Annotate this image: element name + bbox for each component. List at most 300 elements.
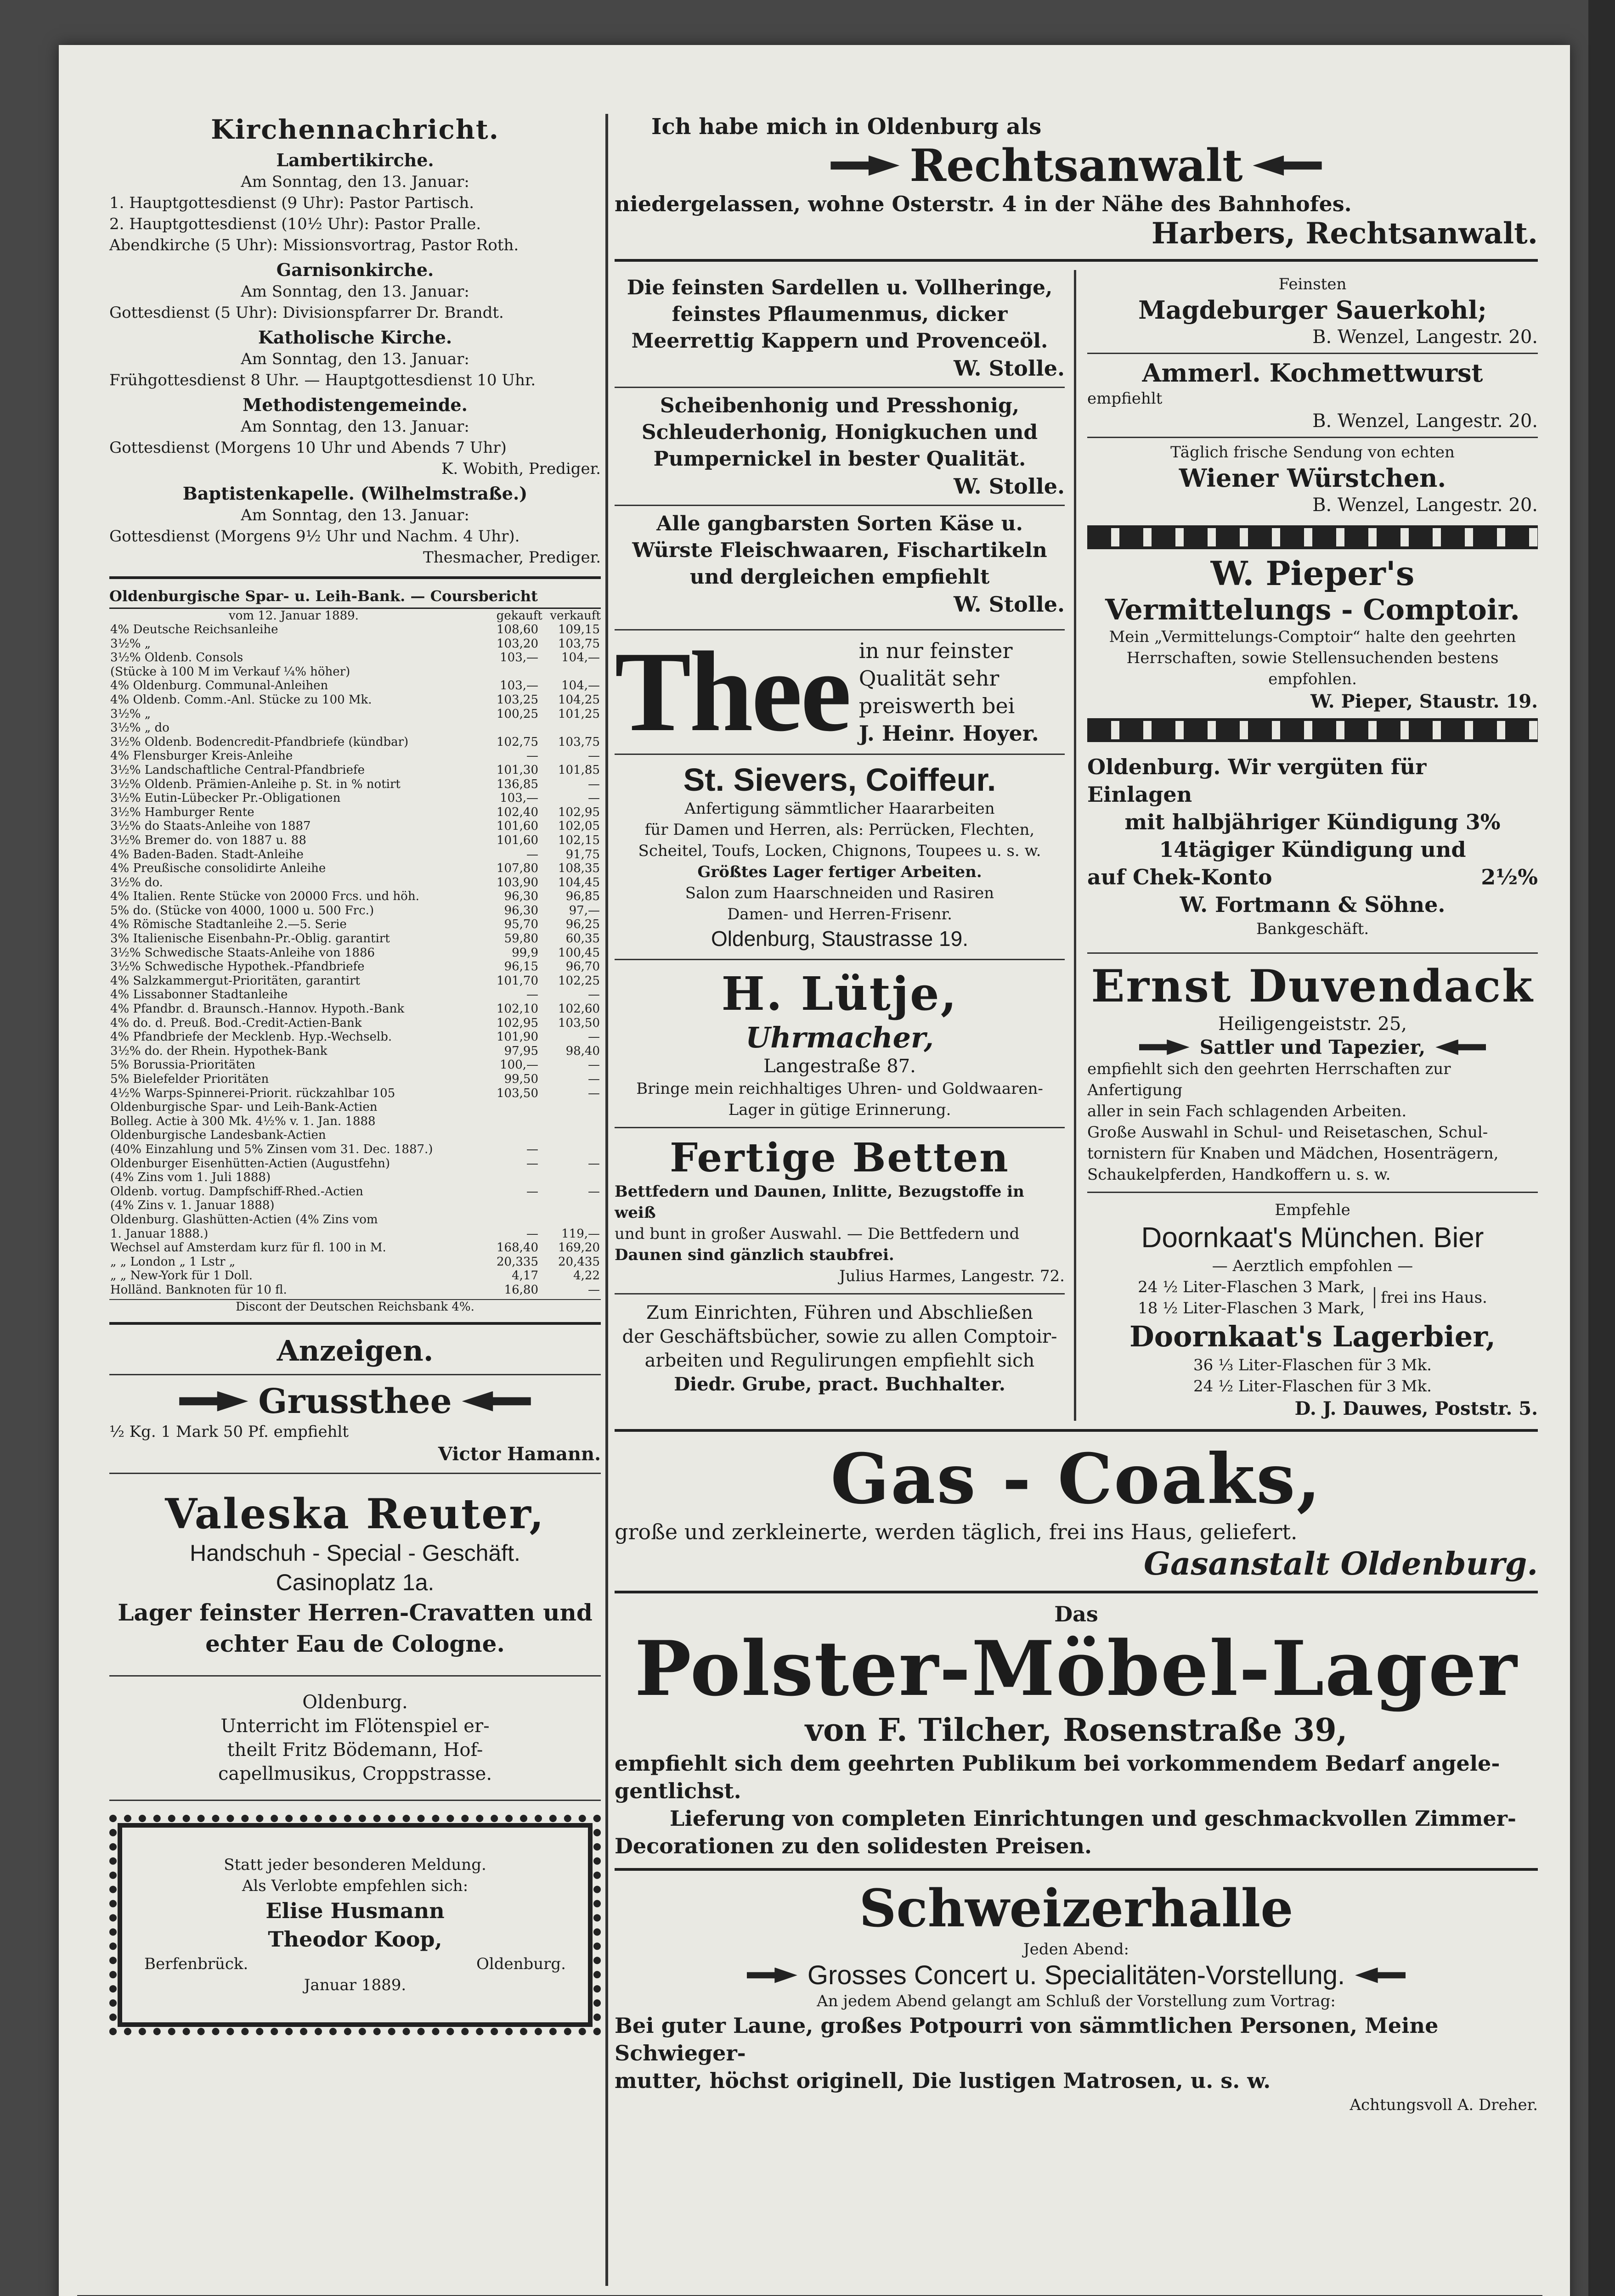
bank-bought: 168,40 [497, 1241, 538, 1255]
bank-security: 3½% Oldenb. Consols [110, 651, 243, 665]
duvendack-l2: Sattler und Tapezier, [1199, 1036, 1426, 1058]
bank-sold: 20,435 [558, 1255, 600, 1269]
bank-row [109, 721, 601, 735]
thee-word: Thee [615, 628, 850, 755]
bank-row [109, 988, 601, 1002]
sievers-l3: Scheitel, Toufs, Locken, Chignons, Toupees u. s. w. [638, 842, 1041, 860]
grussthee-sign: Victor Hamann. [438, 1443, 601, 1465]
bank-bought: — [526, 1184, 538, 1199]
bank-security: 4% Preußische consolidirte Anleihe [110, 861, 326, 876]
polster-l4: Decorationen zu den solidesten Preisen. [615, 1834, 1092, 1858]
bank-row [109, 960, 601, 974]
bank-row [109, 889, 601, 904]
bank-sold: 100,45 [558, 945, 600, 960]
bank-bought: 97,95 [504, 1044, 538, 1058]
duvendack-l1: Heiligengeiststr. 25, [1218, 1013, 1407, 1035]
gascoaks-sign: Gasanstalt Oldenburg. [1144, 1546, 1538, 1582]
bank-sold: 98,40 [565, 1044, 600, 1058]
bank-row [109, 1030, 601, 1044]
verlobung-l1: Statt jeder besonderen Meldung. [224, 1855, 486, 1874]
polster-das: Das [1054, 1602, 1098, 1626]
thee-l2: Qualität sehr [858, 666, 999, 691]
verlobung-l2: Als Verlobte empfehlen sich: [242, 1876, 469, 1895]
bank-security: 4% Baden-Baden. Stadt-Anleihe [110, 847, 304, 861]
bank-sold: 104,45 [558, 875, 600, 889]
bank-sold: — [588, 1283, 600, 1297]
fortmann-l4: 14tägiger Kündigung und [1159, 837, 1466, 862]
bank-row [109, 1283, 601, 1297]
bank-bought [478, 1128, 539, 1142]
ra-l2: niedergelassen, wohne Osterstr. 4 in der Nähe des Bahnhofes. [615, 191, 1352, 216]
verlobung-place1: Berfenbrück. [144, 1954, 248, 1973]
church-line: 1. Hauptgottesdienst (9 Uhr): Pastor Partisch. [109, 194, 474, 212]
luetje-l2: Bringe mein reichhaltiges Uhren- und Goldwaaren- [636, 1080, 1043, 1098]
bank-sold: 102,60 [558, 1002, 600, 1016]
bank-security: Oldenburgische Landesbank-Actien [110, 1128, 326, 1142]
wenzel-text: Wiener Würstchen. [1179, 463, 1446, 493]
bank-bought: 96,15 [504, 960, 538, 974]
pointing-hand-icon [747, 1968, 797, 1983]
bank-sold: 97,— [569, 903, 600, 917]
bank-security: 4% Italien. Rente Stücke von 20000 Frcs. und höh. [110, 889, 419, 904]
duvendack-l5: Große Auswahl in Schul- und Reisetaschen, Schul- [1087, 1123, 1488, 1142]
bank-row [109, 848, 601, 862]
bank-bought: 99,50 [504, 1072, 538, 1086]
bank-security: (4% Zins v. 1. Januar 1888) [110, 1199, 275, 1213]
bank-security: 4% Oldenb. Comm.-Anl. Stücke zu 100 Mk. [110, 692, 372, 707]
ad-pieper [1087, 554, 1538, 714]
bank-sold: — [588, 1058, 600, 1072]
doornkaat-l4: 36 ⅓ Liter-Flaschen für 3 Mk. [1193, 1356, 1432, 1374]
bank-security: 3½% Bremer do. von 1887 u. 88 [110, 833, 306, 847]
bank-bought: 102,40 [497, 805, 538, 819]
bank-row [109, 1213, 601, 1227]
grussthee-title: Grussthee [258, 1381, 452, 1421]
betten-l2: und bunt in großer Auswahl. — Die Bettfedern und [615, 1225, 1020, 1243]
bank-sold: 109,15 [558, 623, 600, 636]
bank-row [109, 1241, 601, 1255]
stolle-text: Scheibenhonig und Presshonig, Schleuderhonig, Honigkuchen und Pumpernickel in bester Qualität. [641, 394, 1038, 471]
doornkaat-l0: Empfehle [1275, 1201, 1350, 1219]
church-line: Frühgottesdienst 8 Uhr. — Hauptgottesdienst 10 Uhr. [109, 371, 536, 389]
bank-bought: — [526, 988, 538, 1002]
ad-stolle [615, 387, 1065, 505]
bank-row [109, 1255, 601, 1269]
bank-security: 4% Salzkammergut-Prioritäten, garantirt [110, 974, 360, 988]
fortmann-l2: Einlagen [1087, 782, 1192, 807]
church-title: Kirchennachricht. [211, 114, 499, 145]
stolle-text: Alle gangbarsten Sorten Käse u. Würste Fleischwaaren, Fischartikeln und dergleichen empfiehlt [632, 512, 1047, 589]
bank-bought: — [526, 1227, 538, 1241]
bank-row [109, 861, 601, 876]
fortmann-l5: auf Chek-Konto [1087, 865, 1272, 889]
bank-sold: 60,35 [565, 932, 600, 946]
pieper-sign: W. Pieper, Staustr. 19. [1310, 691, 1538, 712]
bank-security: 3½% „ [110, 707, 151, 721]
bank-row [109, 1072, 601, 1086]
ad-reuter [109, 1480, 601, 1669]
reuter-l3: Lager feinster Herren-Cravatten und [118, 1598, 593, 1626]
pointing-hand-icon [1253, 156, 1322, 176]
schweizer-l4: mutter, höchst originell, Die lustigen Matrosen, u. s. w. [615, 2068, 1271, 2093]
bank-sold: 96,85 [565, 889, 600, 904]
bank-course-report [109, 587, 601, 1314]
verlobung-date: Januar 1889. [304, 1975, 407, 1994]
sievers-l4: Größtes Lager fertiger Arbeiten. [697, 863, 982, 881]
bank-bought: 103,50 [497, 1086, 538, 1100]
ad-verlobung [109, 1815, 601, 2035]
polster-l2: gentlichst. [615, 1778, 741, 1803]
church-line: Gottesdienst (5 Uhr): Divisionspfarrer Dr. Brandt. [109, 304, 504, 322]
bank-row [109, 735, 601, 749]
gascoaks-l1: große und zerkleinerte, werden täglich, frei ins Haus, geliefert. [615, 1519, 1298, 1544]
bank-row [109, 707, 601, 721]
bank-security: (Stücke à 100 M im Verkauf ¼% höher) [110, 664, 350, 679]
bank-security: 3½% Hamburger Rente [110, 805, 254, 819]
bank-row [109, 1171, 601, 1185]
bank-sold: 169,20 [558, 1241, 600, 1255]
stolle-sign: W. Stolle. [954, 356, 1065, 381]
newspaper-page [59, 45, 1570, 2296]
bank-security: 3½% Landschaftliche Central-Pfandbriefe [110, 763, 365, 777]
bank-sold: 101,25 [558, 707, 600, 721]
bank-sold [539, 1199, 601, 1213]
fortmann-rate: 2½% [1481, 865, 1538, 889]
bank-sold: — [588, 749, 600, 763]
doornkaat-side: frei ins Haus. [1374, 1287, 1487, 1308]
bank-bought [478, 1171, 539, 1185]
bank-row [109, 917, 601, 932]
bank-security: 5% do. (Stücke von 4000, 1000 u. 500 Frc.) [110, 903, 374, 917]
bank-security: 3½% Eutin-Lübecker Pr.-Obligationen [110, 791, 341, 805]
two-column-ads [615, 270, 1538, 1421]
bank-sold: — [588, 777, 600, 791]
grube-l2: der Geschäftsbücher, sowie zu allen Comptoir- [622, 1326, 1057, 1347]
bank-date: vom 12. Januar 1889. [229, 609, 359, 623]
ad-wenzel [1087, 353, 1538, 437]
divider [109, 1322, 601, 1325]
verlobung-name2: Theodor Koop, [268, 1926, 442, 1952]
church-section-head: Katholische Kirche. [258, 327, 452, 348]
bank-sold: — [588, 1072, 600, 1086]
bank-bought [478, 665, 539, 679]
bank-sold [539, 1128, 601, 1142]
church-line: Am Sonntag, den 13. Januar: [241, 173, 469, 191]
wenzel-head: Täglich frische Sendung von echten [1170, 443, 1455, 461]
bank-row [109, 1199, 601, 1213]
ra-sign: Harbers, Rechtsanwalt. [1151, 216, 1538, 251]
church-notices [109, 114, 601, 568]
bank-row [109, 904, 601, 918]
bank-security: 3½% do Staats-Anleihe von 1887 [110, 819, 311, 833]
bank-row [109, 1016, 601, 1030]
bank-bought: 103,— [500, 679, 538, 693]
bank-row [109, 819, 601, 833]
bank-sold: 103,75 [558, 636, 600, 651]
betten-title: Fertige Betten [670, 1135, 1010, 1181]
ad-fortmann [1087, 747, 1538, 946]
bank-sold: — [588, 1030, 600, 1044]
bank-security: 4½% Warps-Spinnerei-Priorit. rückzahlbar 105 [110, 1086, 395, 1100]
sievers-l6: Damen- und Herren-Frisenr. [727, 905, 952, 923]
bank-row [109, 833, 601, 848]
bank-bought: 16,80 [504, 1283, 538, 1297]
duvendack-l7: Schaukelpferden, Handkoffern u. s. w. [1087, 1165, 1391, 1184]
gascoaks-title: Gas - Coaks, [830, 1439, 1322, 1519]
bank-sold [539, 1171, 601, 1185]
fortmann-sub: Bankgeschäft. [1256, 920, 1369, 938]
bank-sold: 96,25 [565, 917, 600, 932]
bank-sold: — [588, 791, 600, 805]
pieper-title2: Vermittelungs - Comptoir. [1105, 593, 1520, 626]
floete-l3: capellmusikus, Croppstrasse. [218, 1763, 492, 1784]
bank-sold: 91,75 [565, 847, 600, 861]
grube-sign: Diedr. Grube, pract. Buchhalter. [674, 1373, 1005, 1395]
bank-security: (40% Einzahlung und 5% Zinsen vom 31. Dec. 1887.) [110, 1142, 433, 1156]
bank-sold: 103,50 [558, 1016, 600, 1030]
wenzel-sign: B. Wenzel, Langestr. 20. [1312, 326, 1538, 348]
bank-bought [478, 721, 539, 735]
bank-security: 5% Borussia-Prioritäten [110, 1058, 255, 1072]
pointing-hand-icon [179, 1391, 248, 1412]
bank-security: Wechsel auf Amsterdam kurz für fl. 100 in M. [110, 1241, 386, 1255]
bank-row [109, 665, 601, 679]
duvendack-l4: aller in sein Fach schlagenden Arbeiten. [1087, 1102, 1407, 1120]
church-line: Am Sonntag, den 13. Januar: [241, 282, 469, 301]
polster-title: Polster-Möbel-Lager [634, 1624, 1518, 1713]
bank-bought: 96,30 [504, 889, 538, 904]
stolle-sign: W. Stolle. [954, 592, 1065, 617]
bank-security: 4% Pfandbr. d. Braunsch.-Hannov. Hypoth.-Bank [110, 1002, 405, 1016]
stolle-text: Die feinsten Sardellen u. Vollheringe, feinstes Pflaumenmus, dicker Meerrettig Kappern und Provenceöl. [627, 276, 1053, 353]
bank-bought [478, 1100, 539, 1114]
ad-stolle [615, 505, 1065, 623]
pieper-l2: Herrschaften, sowie Stellensuchenden bestens empfohlen. [1126, 649, 1499, 688]
betten-l3: Daunen sind gänzlich staubfrei. [615, 1246, 894, 1264]
bank-row [109, 777, 601, 792]
bank-sold: 102,05 [558, 819, 600, 833]
bank-bought: 136,85 [497, 777, 538, 791]
ad-gascoaks [615, 1440, 1538, 1582]
wenzel-sign: B. Wenzel, Langestr. 20. [1312, 411, 1538, 432]
verlobung-name1: Elise Husmann [265, 1898, 445, 1923]
bank-row [109, 974, 601, 988]
doornkaat-sign: D. J. Dauwes, Poststr. 5. [1294, 1398, 1538, 1419]
bank-bought: 108,60 [497, 623, 538, 636]
reuter-l2: Casinoplatz 1a. [276, 1569, 435, 1595]
church-line: Gottesdienst (Morgens 9½ Uhr und Nachm. 4 Uhr). [109, 527, 520, 546]
bank-security: 4% Lissabonner Stadtanleihe [110, 988, 288, 1002]
bank-security: (4% Zins vom 1. Juli 1888) [110, 1171, 271, 1185]
church-line: Am Sonntag, den 13. Januar: [241, 417, 469, 436]
thee-l3: preiswerth bei [858, 693, 1015, 718]
bank-row [109, 763, 601, 777]
bank-bought: 4,17 [512, 1269, 538, 1283]
bank-sold: 102,15 [558, 833, 600, 847]
bank-sold: 4,22 [573, 1269, 600, 1283]
bank-security: Oldenburg. Glashütten-Actien (4% Zins vom [110, 1212, 378, 1227]
grube-l3: arbeiten und Regulirungen empfiehlt sich [644, 1350, 1035, 1371]
bank-security: 4% Pfandbriefe der Mecklenb. Hyp.-Wechselb. [110, 1030, 392, 1044]
luetje-name: H. Lütje, [721, 967, 958, 1021]
bank-security: 4% Flensburger Kreis-Anleihe [110, 749, 293, 763]
bank-bought: 101,90 [497, 1030, 538, 1044]
ad-floete [109, 1683, 601, 1793]
reuter-l4: echter Eau de Cologne. [205, 1630, 505, 1657]
bank-sold [539, 1142, 601, 1157]
left-column [109, 114, 601, 2035]
ad-sievers [615, 761, 1065, 952]
ornament-border [1087, 718, 1538, 742]
ad-doornkaat [1087, 1199, 1538, 1421]
bank-sold: 104,25 [558, 692, 600, 707]
church-section-head: Baptistenkapelle. (Wilhelmstraße.) [182, 483, 528, 504]
ad-schweizerhalle [615, 1879, 1538, 2116]
bank-bought: 101,60 [497, 833, 538, 847]
duvendack-l6: tornistern für Knaben und Mädchen, Hosenträgern, [1087, 1144, 1499, 1163]
bank-security: „ „ New-York für 1 Doll. [110, 1269, 253, 1283]
bank-bought: 20,335 [497, 1255, 538, 1269]
doornkaat-l3: 18 ½ Liter-Flaschen 3 Mark, [1138, 1299, 1365, 1317]
betten-sign: Julius Harmes, Langestr. 72. [839, 1267, 1065, 1285]
scanner-edge [1588, 0, 1615, 2296]
bank-row [109, 1058, 601, 1072]
bank-bought: — [526, 749, 538, 763]
church-section-head: Lambertikirche. [276, 150, 434, 170]
ad-wenzel [1087, 437, 1538, 521]
bank-sold: 104,— [561, 679, 600, 693]
pieper-l1: Mein „Vermittelungs-Comptoir“ halte den geehrten [1109, 628, 1516, 646]
sievers-l5: Salon zum Haarschneiden und Rasiren [685, 884, 994, 902]
bank-row [109, 1086, 601, 1101]
ra-title: Rechtsanwalt [909, 140, 1243, 191]
church-line: 2. Hauptgottesdienst (10½ Uhr): Pastor Pralle. [109, 215, 481, 233]
church-line: Am Sonntag, den 13. Januar: [241, 506, 469, 524]
bank-security: 4% Oldenburg. Communal-Anleihen [110, 679, 328, 693]
schweizer-l1: Grosses Concert u. Specialitäten-Vorstellung. [807, 1960, 1345, 1990]
church-line: Gottesdienst (Morgens 10 Uhr und Abends 7 Uhr) [109, 439, 507, 457]
doornkaat-title: Doornkaat's München. Bier [1141, 1222, 1484, 1254]
bank-bought: 100,— [500, 1058, 538, 1072]
ra-l1: Ich habe mich in Oldenburg als [651, 114, 1042, 140]
bank-row [109, 637, 601, 651]
sievers-title: St. Sievers, Coiffeur. [683, 762, 996, 798]
schweizer-l3: Bei guter Laune, großes Potpourri von sämmtlichen Personen, Meine Schwieger- [615, 2013, 1439, 2065]
ad-duvendack [1087, 960, 1538, 1185]
bank-security: 3½% Schwedische Hypothek.-Pfandbriefe [110, 960, 365, 974]
bank-row [109, 1044, 601, 1058]
bank-sold: — [588, 1086, 600, 1100]
ornament-border [1087, 525, 1538, 549]
bank-row [109, 876, 601, 890]
bank-bought: 102,10 [497, 1002, 538, 1016]
bank-row [109, 623, 601, 637]
verlobung-place2: Oldenburg. [476, 1954, 566, 1973]
duvendack-l3: empfiehlt sich den geehrten Herrschaften zur Anfertigung [1087, 1060, 1451, 1099]
stolle-sign: W. Stolle. [954, 474, 1065, 499]
bank-sold [539, 1114, 601, 1129]
bank-sold: 102,95 [558, 805, 600, 819]
bank-sold: 96,70 [565, 960, 600, 974]
polster-l3: Lieferung von completen Einrichtungen und geschmackvollen Zimmer- [670, 1806, 1517, 1831]
doornkaat-title2: Doornkaat's Lagerbier, [1129, 1320, 1496, 1353]
bank-security: „ „ London „ 1 Lstr „ [110, 1255, 236, 1269]
ad-wenzel [1087, 270, 1538, 353]
wenzel-sub: empfiehlt [1087, 389, 1163, 408]
pointing-hand-icon [1139, 1040, 1190, 1055]
bank-security: Oldenburger Eisenhütten-Actien (Augustfehn) [110, 1156, 390, 1171]
bank-bought: 107,80 [497, 861, 538, 876]
bank-row [109, 749, 601, 763]
luetje-l1: Langestraße 87. [763, 1056, 916, 1077]
bank-security: 5% Bielefelder Prioritäten [110, 1072, 269, 1086]
bank-security: 1. Januar 1888.) [110, 1227, 209, 1241]
ads-heading: Anzeigen. [277, 1334, 434, 1367]
bank-bought: 103,90 [497, 875, 538, 889]
pointing-hand-icon [1355, 1968, 1406, 1983]
bank-bought [478, 1199, 539, 1213]
bank-security: 4% Deutsche Reichsanleihe [110, 623, 278, 636]
bank-sold: 102,25 [558, 974, 600, 988]
bank-bought: 100,25 [497, 707, 538, 721]
bank-row [109, 946, 601, 960]
bank-bought: 103,— [500, 651, 538, 665]
bank-row [109, 1157, 601, 1171]
bank-security: 4% do. d. Preuß. Bod.-Credit-Actien-Bank [110, 1016, 362, 1030]
church-line: K. Wobith, Prediger. [441, 460, 601, 478]
doornkaat-l2: 24 ½ Liter-Flaschen 3 Mark, [1138, 1278, 1365, 1296]
ad-grube [615, 1301, 1065, 1396]
bank-row [109, 1185, 601, 1199]
bank-security: 3½% do. der Rhein. Hypothek-Bank [110, 1044, 328, 1058]
bank-row [109, 679, 601, 693]
bank-bought [478, 1213, 539, 1227]
ad-polster [615, 1602, 1538, 1860]
ad-thee [615, 628, 1065, 755]
polster-l0: von F. Tilcher, Rosenstraße 39, [805, 1712, 1348, 1749]
fortmann-sign: W. Fortmann & Söhne. [1180, 892, 1446, 917]
sievers-l2: für Damen und Herren, als: Perrücken, Flechten, [644, 821, 1035, 839]
church-section-head: Methodistengemeinde. [243, 394, 468, 415]
bank-security: 4% Römische Stadtanleihe 2.—5. Serie [110, 917, 347, 932]
bank-row [109, 791, 601, 805]
bank-bought: 101,60 [497, 819, 538, 833]
luetje-trade: Uhrmacher, [745, 1021, 934, 1054]
bank-bought: 99,9 [512, 945, 538, 960]
pointing-hand-icon [462, 1391, 531, 1412]
ad-grussthee [109, 1382, 601, 1466]
bank-row [109, 651, 601, 665]
thee-sign: J. Heinr. Hoyer. [858, 721, 1039, 746]
bank-bought: 103,— [500, 791, 538, 805]
pointing-hand-icon [1435, 1040, 1486, 1055]
bank-security: Oldenburgische Spar- und Leih-Bank-Actien [110, 1100, 378, 1114]
bank-bought: 103,20 [497, 636, 538, 651]
church-line: Thesmacher, Prediger. [423, 548, 601, 567]
bank-security: 3% Italienische Eisenbahn-Pr.-Oblig. garantirt [110, 932, 390, 946]
col-bought: gekauft [496, 609, 542, 623]
thee-l1: in nur feinster [858, 638, 1013, 663]
bank-row [109, 693, 601, 707]
schweizer-l2: An jedem Abend gelangt am Schluß der Vorstellung zum Vortrag: [817, 1992, 1336, 2010]
sievers-l1: Anfertigung sämmtlicher Haararbeiten [684, 799, 995, 818]
wenzel-sign: B. Wenzel, Langestr. 20. [1312, 495, 1538, 516]
church-line: Am Sonntag, den 13. Januar: [241, 350, 469, 368]
bank-bought: 95,70 [504, 917, 538, 932]
schweizer-title: Schweizerhalle [859, 1879, 1293, 1939]
bank-security: Bolleg. Actie à 300 Mk. 4½% v. 1. Jan. 1888 [110, 1114, 376, 1128]
pieper-title1: W. Pieper's [1210, 554, 1415, 593]
